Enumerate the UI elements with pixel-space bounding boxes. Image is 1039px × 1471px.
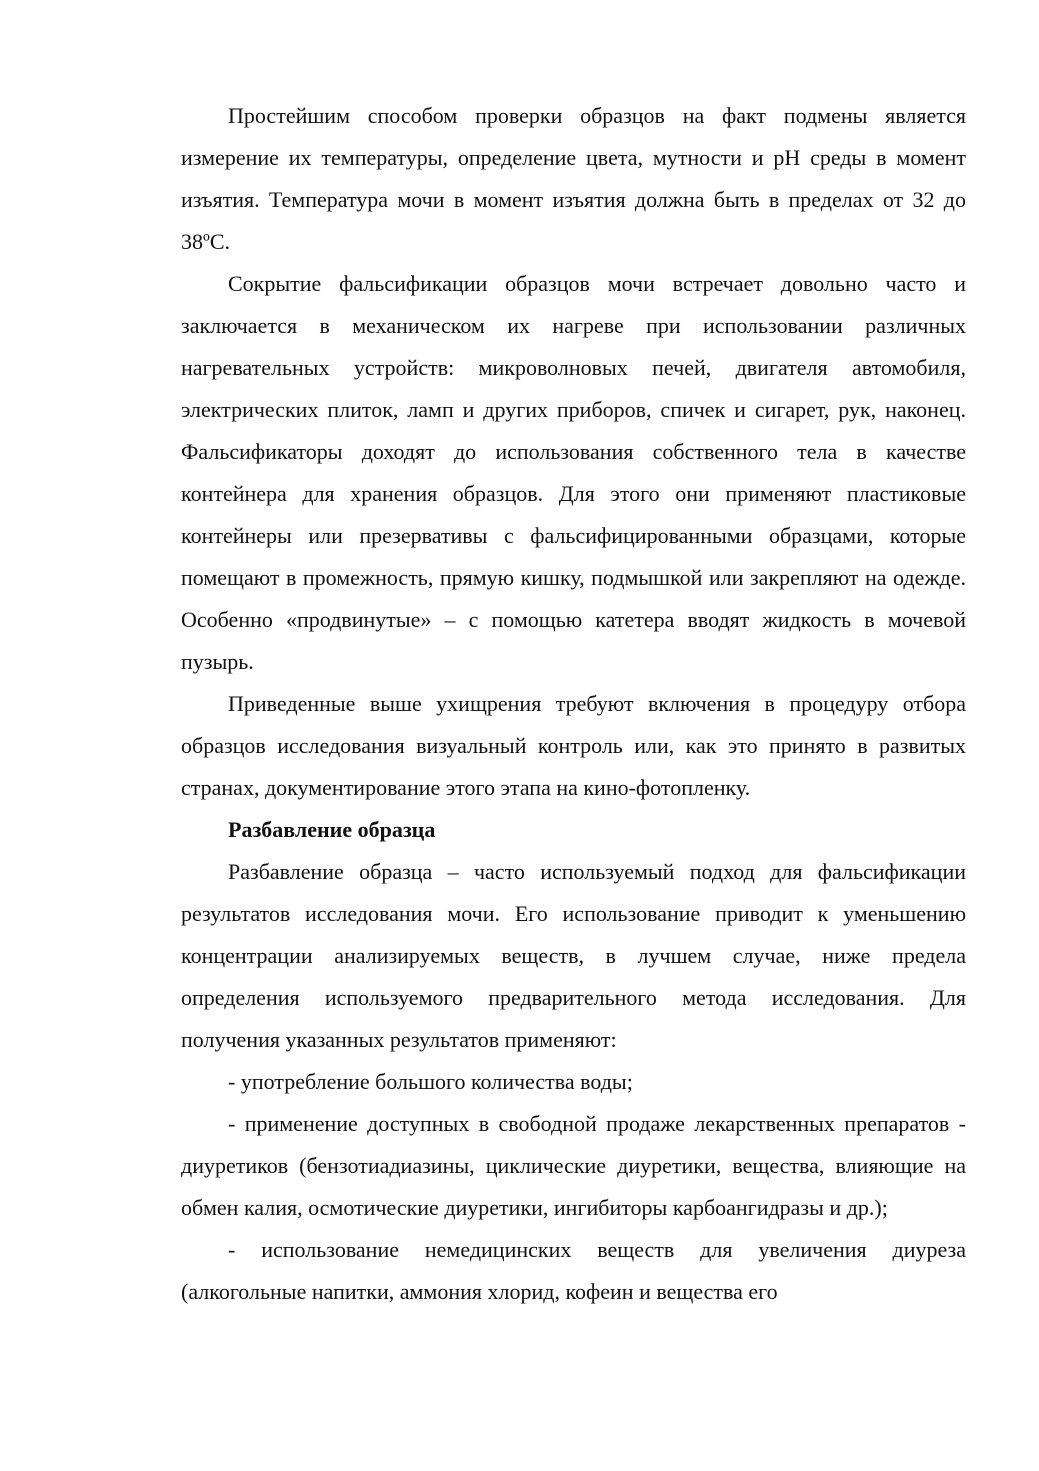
paragraph-concealment: Сокрытие фальсификации образцов мочи встречает довольно часто и заключается в механическом их нагреве при использовании различных нагревательных устройств: микроволновых печей, двигателя автомобиля, электрических плиток, ламп и других приборов, спичек и сигарет, рук, наконец. Фальсификаторы доходят до использования собственного тела в качестве контейнера для хранения образцов. Для этого они применяют пластиковые контейнеры или презервативы с фальсифицированными образцами, которые помещают в промежность, прямую кишку, подмышкой или закрепляют на одежде. Особенно «продвинутые» – с помощью катетера вводят жидкость в мочевой пузырь. xyxy=(181,271,966,674)
paragraph-dilution-intro: Разбавление образца – часто используемый подход для фальсификации результатов исследования мочи. Его использование приводит к уменьшению концентрации анализируемых веществ, в лучшем случае, ниже предела определения используемого предварительного метода исследования. Для получения указанных результатов применяют: xyxy=(181,859,966,1052)
section-heading: Разбавление образца xyxy=(228,817,436,842)
document-page xyxy=(181,95,966,1313)
list-item-water: - употребление большого количества воды; xyxy=(228,1069,633,1094)
paragraph-sample-check: Простейшим способом проверки образцов на факт подмены является измерение их температуры, определение цвета, мутности и pH среды в момент изъятия. Температура мочи в момент изъятия должна быть в пределах от 32 до 38ºС. xyxy=(181,103,966,254)
list-item-diuretics: - применение доступных в свободной продаже лекарственных препаратов - диуретиков (бензотиадиазины, циклические диуретики, вещества, влияющие на обмен калия, осмотические диуретики, ингибиторы карбоангидразы и др.); xyxy=(181,1111,966,1220)
paragraph-visual-control: Приведенные выше ухищрения требуют включения в процедуру отбора образцов исследования визуальный контроль или, как это принято в развитых странах, документирование этого этапа на кино-фотопленку. xyxy=(181,691,966,800)
list-item-non-medical: - использование немедицинских веществ для увеличения диуреза (алкогольные напитки, аммония хлорид, кофеин и вещества его xyxy=(181,1237,966,1304)
